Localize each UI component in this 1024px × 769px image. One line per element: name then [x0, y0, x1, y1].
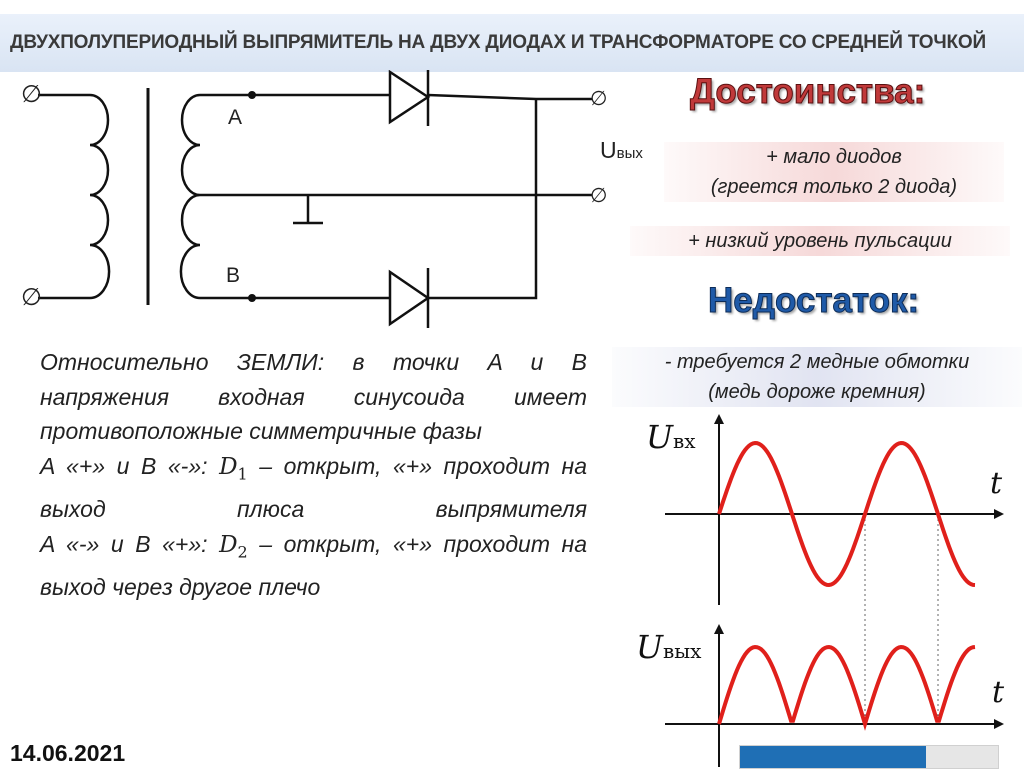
wire-d1-out	[428, 95, 592, 99]
node-b-dot	[248, 294, 256, 302]
waveform-graphs	[620, 410, 1024, 767]
explanation-para-3: A «-» и B «+»: $D_2$ – открыт, «+» проходит на выход через другое плечо	[40, 530, 587, 600]
slide-title: ДВУХПОЛУПЕРИОДНЫЙ ВЫПРЯМИТЕЛЬ НА ДВУХ ДИОДАХ И ТРАНСФОРМАТОРЕ СО СРЕДНЕЙ ТОЧКОЙ	[10, 32, 986, 53]
output-t-label: t	[992, 675, 1005, 710]
slide-progress-fill	[740, 746, 926, 768]
disadvantages-heading: Недостаток:	[708, 281, 920, 320]
node-a-dot	[248, 91, 256, 99]
output-voltage-label: Uвых	[600, 137, 643, 163]
diode-d2-triangle	[390, 272, 428, 324]
output-rectified-wave	[719, 647, 975, 724]
output-voltage-label: Uвых	[636, 628, 702, 666]
diode-d1-triangle	[390, 72, 428, 122]
advantage-item-1: + мало диодов (греется только 2 диода)	[664, 142, 1004, 202]
input-t-label: t	[990, 466, 1003, 501]
terminal-out-top: ∅	[590, 88, 608, 110]
slide-date: 14.06.2021	[10, 740, 126, 766]
secondary-coil	[181, 95, 200, 298]
terminal-in-top: ∅	[21, 81, 42, 108]
wire-d2-out	[428, 99, 536, 298]
terminal-in-bottom: ∅	[21, 284, 42, 311]
slide-progress-bar	[739, 745, 999, 769]
point-a-label: A	[228, 106, 243, 129]
terminal-out-bottom: ∅	[590, 185, 608, 207]
input-voltage-label: Uвх	[646, 418, 696, 456]
primary-coil	[90, 95, 109, 298]
advantage-item-2: + низкий уровень пульсации	[630, 226, 1010, 256]
rectifier-circuit	[0, 70, 660, 340]
disadvantage-item-1: - требуется 2 медные обмотки (медь дороже кремния)	[612, 347, 1022, 407]
point-b-label: B	[226, 264, 241, 287]
explanation-para-1: Относительно ЗЕМЛИ: в точки A и B напряжения входная синусоида имеет противоположные симметричные фазы	[40, 349, 587, 445]
explanation-text	[40, 345, 587, 604]
advantages-heading: Достоинства:	[690, 72, 926, 111]
explanation-para-2: A «+» и B «-»: $D_1$ – открыт, «+» проходит на выход плюса выпрямителя	[40, 452, 587, 522]
